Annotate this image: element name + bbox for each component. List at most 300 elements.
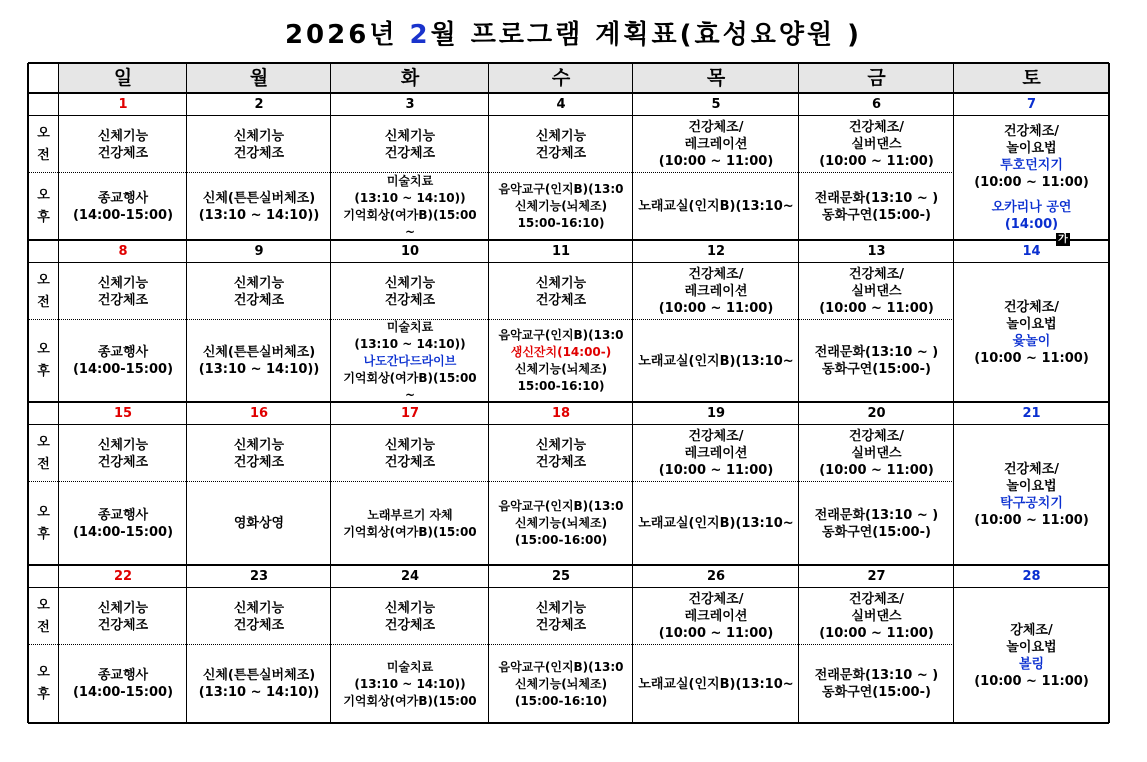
grid-line — [632, 93, 633, 240]
cell-text-line: (10:00 ~ 11:00) — [819, 154, 934, 169]
cell-text-line: 동화구연(15:00-) — [822, 207, 931, 223]
grid-line — [28, 424, 59, 425]
date-label: 7 — [1026, 97, 1037, 112]
cell-text-line: 건강체조 — [233, 617, 285, 633]
cell-text-line: 투호던지기 — [1000, 158, 1063, 173]
saturday-program — [954, 425, 1109, 565]
cell-text-line: 놀이요법 — [1006, 141, 1057, 156]
saturday-program — [954, 263, 1109, 402]
pm-label — [28, 320, 59, 402]
grid-line — [28, 262, 59, 263]
date-number — [59, 93, 187, 116]
date-label: 4 — [556, 97, 566, 112]
cell-text-line: 노래교실(인지B)(13:10~ — [638, 676, 794, 692]
date-label: 20 — [867, 406, 886, 421]
pm-program — [633, 320, 799, 402]
date-number — [331, 240, 489, 263]
grid-line — [798, 402, 799, 565]
cell-text-line: (14:00-15:00) — [72, 362, 174, 377]
date-label: 19 — [706, 406, 726, 421]
cell-text-line: 윷놀이 — [1012, 333, 1051, 349]
grid-line — [28, 644, 954, 645]
cell-text-line: 미술치료 — [386, 659, 434, 674]
pm-program — [59, 645, 187, 723]
cell-text-line: 신체기능 — [97, 437, 149, 453]
date-number — [59, 565, 187, 588]
am-program — [633, 263, 799, 320]
cell-text-line: 영화상영 — [233, 516, 285, 531]
cell-text-line: 건강체조/ — [688, 120, 744, 135]
cell-text-line: 건강체조/ — [688, 592, 744, 607]
pm-program — [59, 173, 187, 240]
cell-text-line: 신체기능 — [97, 600, 149, 616]
date-label: 28 — [1022, 569, 1041, 584]
cell-text-line: 전래문화(13:10 ~ ) — [814, 668, 939, 683]
am-label-char: 전 — [37, 294, 50, 310]
cell-text-line: 신체기능 — [535, 437, 587, 453]
date-label: 24 — [400, 569, 420, 584]
cell-text-line: 신체기능(뇌체조) — [514, 199, 608, 213]
am-label-char: 전 — [37, 619, 50, 635]
cell-text-line: 건강체조/ — [1004, 462, 1059, 477]
grid-line — [59, 115, 1109, 116]
cell-text-line: 레크레이션 — [684, 284, 748, 299]
date-number — [489, 240, 633, 263]
grid-line — [488, 240, 489, 402]
cell-text-line: 건강체조 — [97, 617, 149, 633]
cell-text-line: 오카리나 공연 — [991, 200, 1072, 215]
grid-line — [632, 565, 633, 723]
date-number — [331, 402, 489, 425]
am-program — [331, 263, 489, 320]
date-label: 13 — [867, 244, 886, 259]
grid-line — [798, 565, 799, 723]
pm-label-char: 오 — [37, 187, 50, 203]
grid-line — [28, 401, 1109, 403]
cell-text-line: 종교행사 — [97, 190, 149, 206]
date-number — [331, 93, 489, 116]
grid-line — [632, 402, 633, 565]
cell-text-line: 신체기능 — [384, 437, 436, 453]
pm-program — [633, 173, 799, 240]
pm-program — [489, 645, 633, 723]
cell-text-line: 레크레이션 — [684, 609, 748, 624]
am-program — [633, 425, 799, 482]
date-number — [633, 402, 799, 425]
date-number — [799, 565, 954, 588]
am-program — [799, 425, 954, 482]
weekday-label: 월 — [249, 66, 269, 89]
cell-text-line: (13:10 ~ 14:10)) — [354, 336, 466, 351]
am-program — [489, 588, 633, 645]
cell-text-line: ~ — [404, 224, 416, 239]
pm-label-char: 오 — [37, 665, 50, 680]
cell-text-line: 건강체조 — [97, 292, 149, 308]
date-number — [331, 565, 489, 588]
cell-text-line: 건강체조 — [535, 145, 587, 161]
pm-program — [331, 320, 489, 402]
grid-line — [953, 402, 954, 565]
cell-text-line: 건강체조 — [535, 454, 587, 470]
date-label: 26 — [706, 569, 726, 584]
grid-line — [58, 240, 59, 402]
cell-text-line: (13:10 ~ 14:10)) — [354, 190, 466, 205]
cell-text-line: 노래교실(인지B)(13:10~ — [638, 353, 794, 369]
cell-text-line: 신체(튼튼실버체조) — [202, 345, 316, 360]
cell-text-line: 탁구공치기 — [1000, 496, 1063, 511]
date-label: 14 — [1022, 244, 1041, 259]
cell-text-line: 생신잔치(14:00-) — [510, 345, 612, 359]
pm-program — [799, 645, 954, 723]
cell-text-line: 건강체조/ — [849, 120, 904, 135]
cell-text-line: 건강체조 — [97, 454, 149, 470]
cell-text-line: 노래교실(인지B)(13:10~ — [638, 199, 794, 214]
date-label: 8 — [118, 244, 128, 259]
cell-text-line: 음악교구(인지B)(13:0 — [498, 659, 624, 674]
am-label-char: 오 — [37, 125, 50, 141]
pm-label-char: 후 — [37, 209, 50, 225]
am-label-char: 오 — [37, 597, 50, 613]
cell-text-line: 신체기능 — [233, 600, 285, 616]
am-program — [331, 425, 489, 482]
cell-text-line: (15:00-16:00) — [514, 533, 608, 547]
pm-program — [187, 320, 331, 402]
cell-text-line: 레크레이션 — [684, 137, 748, 152]
am-program — [633, 116, 799, 173]
cell-text-line: (10:00 ~ 11:00) — [658, 463, 774, 478]
cell-text-line: 음악교구(인지B)(13:0 — [498, 499, 624, 513]
weekday-header — [331, 63, 489, 93]
cell-text-line: 신체기능 — [233, 437, 285, 453]
cell-text-line: (14:00-15:00) — [72, 685, 174, 700]
am-program — [633, 588, 799, 645]
cell-text-line: (13:10 ~ 14:10)) — [198, 207, 320, 223]
date-number — [799, 402, 954, 425]
cell-text-line: 음악교구(인지B)(13:0 — [498, 182, 624, 196]
cell-text-line: 기억회상(여가B)(15:00 — [343, 207, 477, 222]
grid-line — [330, 565, 331, 723]
am-label — [28, 263, 59, 320]
cell-text-line: 레크레이션 — [684, 446, 748, 461]
cell-text-line: 건강체조/ — [1004, 124, 1059, 139]
cell-text-line: 기억회상(여가B)(15:00 — [343, 693, 477, 708]
date-label: 15 — [113, 406, 133, 421]
cell-text-line: 놀이요법 — [1006, 479, 1057, 494]
grid-line — [798, 240, 799, 402]
grid-line — [632, 63, 633, 93]
grid-line — [186, 93, 187, 240]
cell-text-line: (10:00 ~ 11:00) — [658, 301, 774, 316]
grid-line — [28, 722, 1109, 724]
date-number — [489, 402, 633, 425]
date-label: 5 — [711, 97, 721, 112]
cell-text-line: 신체기능 — [384, 128, 436, 144]
date-label: 3 — [405, 97, 415, 112]
cell-text-line: 종교행사 — [97, 668, 149, 683]
am-program — [187, 588, 331, 645]
pm-program — [331, 173, 489, 240]
grid-line — [28, 92, 1109, 94]
cell-text-line: 미술치료 — [386, 173, 434, 188]
date-number — [187, 565, 331, 588]
cell-text-line: 실버댄스 — [851, 137, 902, 152]
cell-text-line: (10:00 ~ 11:00) — [819, 463, 934, 478]
cell-text-line: 신체기능 — [97, 128, 149, 144]
pm-program — [799, 320, 954, 402]
grid-line — [953, 93, 954, 240]
am-program — [489, 116, 633, 173]
cell-text-line: (10:00 ~ 11:00) — [658, 154, 774, 169]
pm-program — [187, 482, 331, 565]
date-label: 22 — [113, 569, 133, 584]
cell-text-line: (10:00 ~ 11:00) — [974, 513, 1089, 528]
am-program — [187, 263, 331, 320]
cell-text-line: 전래문화(13:10 ~ ) — [814, 190, 939, 206]
grid-line — [28, 115, 59, 116]
pm-label — [28, 482, 59, 565]
cell-text-line: (15:00-16:10) — [514, 693, 608, 708]
cell-text-line: 신체(튼튼실버체조) — [202, 668, 316, 683]
grid-line — [58, 565, 59, 723]
cell-text-line: 건강체조 — [97, 145, 149, 161]
grid-line — [186, 565, 187, 723]
pm-program — [633, 482, 799, 565]
am-program — [59, 425, 187, 482]
cell-text-line: 실버댄스 — [851, 284, 902, 299]
pm-program — [489, 320, 633, 402]
date-label: 27 — [867, 569, 886, 584]
grid-line — [330, 240, 331, 402]
calendar-table — [28, 63, 1109, 723]
cell-text-line: (13:10 ~ 14:10)) — [198, 362, 320, 377]
grid-line — [798, 93, 799, 240]
cell-text-line: (13:10 ~ 14:10)) — [354, 676, 466, 691]
weekday-header — [799, 63, 954, 93]
cell-text-line: (10:00 ~ 11:00) — [974, 350, 1089, 366]
date-number — [954, 402, 1109, 425]
grid-line — [186, 240, 187, 402]
cell-text-line: (10:00 ~ 11:00) — [974, 175, 1089, 190]
cell-text-line: 건강체조 — [384, 454, 436, 470]
cell-text-line: (10:00 ~ 11:00) — [658, 626, 774, 641]
cell-text-line: 놀이요법 — [1006, 316, 1057, 332]
am-label-char: 오 — [37, 272, 50, 288]
cell-text-line: 건강체조/ — [849, 267, 904, 282]
cell-text-line: 신체(튼튼실버체조) — [202, 190, 316, 206]
grid-line — [58, 93, 59, 240]
cell-text-line: 강체조/ — [1010, 622, 1053, 638]
pm-program — [331, 482, 489, 565]
am-label-char: 전 — [37, 456, 50, 472]
am-program — [799, 588, 954, 645]
grid-line — [28, 319, 954, 320]
grid-line — [632, 240, 633, 402]
weekday-label: 금 — [867, 66, 886, 89]
cell-text-line: 전래문화(13:10 ~ ) — [814, 507, 939, 523]
date-label: 10 — [400, 244, 420, 259]
cell-text-line: 건강체조 — [233, 292, 285, 308]
grid-line — [28, 481, 954, 482]
date-number — [954, 93, 1109, 116]
grid-line — [330, 63, 331, 93]
cell-text-line: 종교행사 — [97, 507, 149, 523]
pm-program — [59, 320, 187, 402]
cell-text-line: ~ — [404, 387, 416, 402]
date-number — [954, 240, 1109, 263]
cell-text-line: 노래부르기 자체 — [367, 507, 453, 522]
saturday-program — [954, 588, 1109, 723]
cell-text-line: 동화구연(15:00-) — [822, 362, 931, 377]
am-program — [489, 425, 633, 482]
cell-text-line: 건강체조/ — [849, 429, 904, 444]
weekday-header — [59, 63, 187, 93]
am-label — [28, 588, 59, 645]
grid-line — [330, 402, 331, 565]
date-number — [799, 93, 954, 116]
cell-text-line: 15:00-16:10) — [517, 379, 605, 393]
am-label — [28, 425, 59, 482]
weekday-label: 일 — [113, 66, 133, 89]
date-label: 1 — [118, 97, 128, 112]
grid-line — [1108, 63, 1110, 723]
grid-line — [28, 172, 954, 173]
grid-line — [59, 587, 1109, 588]
cell-text-line: (10:00 ~ 11:00) — [974, 673, 1089, 689]
cell-text-line: 건강체조/ — [1004, 299, 1059, 315]
cell-text-line: 전래문화(13:10 ~ ) — [814, 345, 939, 360]
cell-text-line: 미술치료 — [386, 320, 434, 334]
cell-text-line: 놀이요법 — [1006, 639, 1057, 655]
date-label: 2 — [254, 97, 264, 112]
pm-label-char: 후 — [37, 364, 50, 379]
pm-label — [28, 645, 59, 723]
grid-line — [488, 63, 489, 93]
cell-text-line: 신체기능 — [233, 275, 285, 291]
cell-text-line: 실버댄스 — [851, 609, 902, 624]
grid-line — [953, 63, 954, 93]
date-number — [187, 93, 331, 116]
date-number — [954, 565, 1109, 588]
pm-label — [28, 173, 59, 240]
date-label: 6 — [871, 97, 882, 112]
pm-program — [489, 482, 633, 565]
grid-line — [953, 565, 954, 723]
grid-line — [798, 63, 799, 93]
cell-text-line: 신체기능(뇌체조) — [514, 676, 608, 691]
date-label: 25 — [551, 569, 571, 584]
date-label: 21 — [1022, 406, 1041, 421]
pm-program — [59, 482, 187, 565]
date-label: 17 — [400, 406, 420, 421]
pm-program — [633, 645, 799, 723]
cell-text-line: (13:10 ~ 14:10)) — [198, 685, 320, 700]
date-label: 18 — [551, 406, 571, 421]
cell-text-line: 신체기능 — [535, 275, 587, 291]
date-label: 23 — [249, 569, 269, 584]
pm-program — [489, 173, 633, 240]
date-number — [489, 565, 633, 588]
weekday-label: 수 — [551, 66, 571, 89]
cell-text-line: 15:00-16:10) — [517, 216, 605, 230]
cell-text-line: 건강체조 — [535, 292, 587, 308]
cell-text-line: 건강체조 — [384, 145, 436, 161]
pm-label-char: 후 — [37, 526, 50, 542]
date-number — [59, 240, 187, 263]
cell-text-line: 신체기능(뇌체조) — [514, 362, 608, 376]
grid-line — [58, 63, 59, 93]
am-program — [799, 263, 954, 320]
date-label: 11 — [551, 244, 571, 259]
cell-text-line: 노래교실(인지B)(13:10~ — [638, 516, 794, 531]
grid-line — [186, 402, 187, 565]
grid-line — [59, 262, 1109, 263]
cell-text-line: 종교행사 — [97, 345, 149, 360]
date-number — [59, 402, 187, 425]
date-number — [633, 240, 799, 263]
cell-text-line: 볼링 — [1018, 656, 1045, 672]
cell-text-line: 건강체조/ — [688, 267, 744, 282]
am-program — [489, 263, 633, 320]
pm-program — [187, 173, 331, 240]
date-number — [633, 565, 799, 588]
am-program — [59, 263, 187, 320]
cell-text-line: (10:00 ~ 11:00) — [819, 626, 934, 641]
weekday-header — [489, 63, 633, 93]
pm-program — [799, 482, 954, 565]
weekday-header — [633, 63, 799, 93]
grid-line — [27, 63, 29, 723]
cell-text-line: (14:00) — [1004, 217, 1059, 232]
cell-text-line: 동화구연(15:00-) — [822, 524, 931, 540]
cell-text-line: 신체기능 — [535, 128, 587, 144]
grid-line — [28, 239, 1109, 241]
am-program — [331, 116, 489, 173]
cell-text-line: 건강체조 — [233, 145, 285, 161]
cell-text-line: 음악교구(인지B)(13:0 — [498, 328, 624, 342]
cell-text-line: (14:00-15:00) — [72, 207, 174, 223]
pm-program — [799, 173, 954, 240]
date-number — [187, 240, 331, 263]
am-label-char: 오 — [37, 434, 50, 450]
weekday-header — [187, 63, 331, 93]
date-label: 16 — [249, 406, 269, 421]
date-number — [187, 402, 331, 425]
am-label-char: 전 — [37, 147, 50, 163]
grid-line — [58, 402, 59, 565]
weekday-label: 토 — [1022, 66, 1041, 89]
grid-line — [488, 93, 489, 240]
cell-text-line: (14:00-15:00) — [72, 524, 174, 540]
cell-text-line: 실버댄스 — [851, 446, 902, 461]
weekday-label: 목 — [706, 66, 726, 89]
cell-text-line: 신체기능(뇌체조) — [514, 516, 608, 530]
saturday-program — [954, 116, 1109, 240]
pm-program — [187, 645, 331, 723]
cell-text-line: 신체기능 — [535, 600, 587, 616]
cell-text-line: 건강체조 — [535, 617, 587, 633]
date-number — [799, 240, 954, 263]
weekday-label: 화 — [400, 66, 420, 89]
cell-text-line: 동화구연(15:00-) — [822, 685, 931, 700]
weekday-header — [954, 63, 1109, 93]
page-title: 2026년 2월 프로그램 계획표(효성요양원 ) — [284, 20, 863, 50]
date-number — [489, 93, 633, 116]
cell-text-line: 신체기능 — [233, 128, 285, 144]
cell-text-line: 건강체조 — [384, 292, 436, 308]
cell-text-line: 건강체조 — [233, 454, 285, 470]
grid-line — [28, 587, 59, 588]
am-program — [799, 116, 954, 173]
